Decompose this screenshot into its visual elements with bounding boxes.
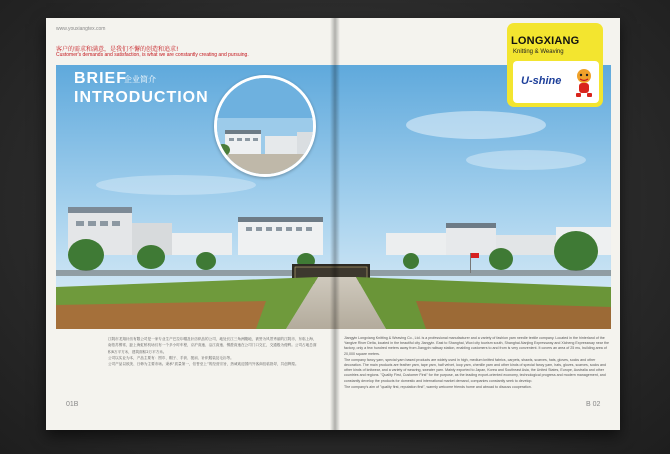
brochure-spread: [46, 18, 620, 430]
paragraph: The company fancy yarn, special yarn based products are widely used in high, medium knitted fabrics, carpets, shawls, scarves, hats, gloves, socks and other decoration. The main products are feather yarn, tape yarn, half velvet, loop yarn, chenille yarn and other kinds of special fancy yarn, hats, gloves, scarves, socks and other kinds of knitwear, and a variety of weaving, sweater yarn. Mainly exported to Japan, Korea and Southeast Asia, the United States, Europe, Australia and other countries and regions. "Quality First, Customer First" for the purpose, as the leading export-oriented economy, technological progress and modern management, and constantly develop the products for domestic and international market demand, companies constantly seek to develop.: [344, 357, 607, 383]
ushine-logo: U-shine: [521, 75, 562, 87]
page-number-right: B 02: [586, 401, 601, 408]
paragraph: The company's aim of "quality first, reputation first", warmly welcome friends home and abroad to discuss cooperation.: [344, 384, 532, 389]
slogan-chinese: 客户的需求和满意，是我们不懈的创造和追求!: [56, 46, 179, 53]
paragraph: 公司以实业为本，产品主要有：围巾、帽子、手套、披肩、针织服装及毛衫等。: [108, 355, 234, 360]
heading-introduction: INTRODUCTION: [74, 89, 209, 106]
body-text-chinese: [108, 336, 320, 367]
paragraph: Jiangyin Longxiang Knitting & Weaving Co., Ltd. is a professional manufacturer and a variety of fashion yarn needle textile company. Located in the hinterland of the Yangtze River Delta, located in the beautiful city Jiangyin. East to Shanghai, Wuxi city tourism south, Shanghai-Nanjing Expressway and Xicheng Expressway near the factory, only a few hundred meters away from Jiangyin railway station, enabling customers to and from is very convenient. It covers an area of 25 mu, building area of 20,000 square meters.: [344, 336, 609, 356]
page-number-left: 01B: [66, 401, 79, 408]
company-logo: [507, 23, 603, 107]
heading-brief: BRIEF: [74, 70, 127, 87]
mascot-icon: [573, 67, 595, 99]
website-url: www.youxiangtex.com: [56, 26, 106, 32]
body-text-english: [344, 336, 612, 391]
logo-product-card: [513, 61, 599, 103]
paragraph: 公司产品以欧美、日韩为主要市场。秉承“质量第一，信誉至上”的经营宗旨，热诚欢迎国内外客商莅临指导，共创辉煌。: [108, 362, 299, 367]
logo-brand-name: LONGXIANG: [511, 35, 580, 47]
factory-inset-photo: [214, 75, 316, 177]
slogan-english: Customer's demands and satisfaction, is what we are constantly creating and pursuing.: [56, 52, 249, 58]
paragraph: 江阴市龙翔针纺有限公司是一家专业生产巴拉尔帽及针纺织品的公司，地处长江三角洲腹地，被誉为风景秀丽的江阴市，东临上海，南依苏锡常，距上海虹桥机场仅有一个多小时车程，京沪高速、沿江高速、锡澄高速在公司门口交汇，交通极为便利。公司占地总面积8万平方米，建筑面积2万平方米。: [108, 337, 317, 354]
logo-subtitle: Knitting & Weaving: [513, 49, 564, 55]
heading-brief-chinese: 企业简介: [124, 75, 156, 84]
